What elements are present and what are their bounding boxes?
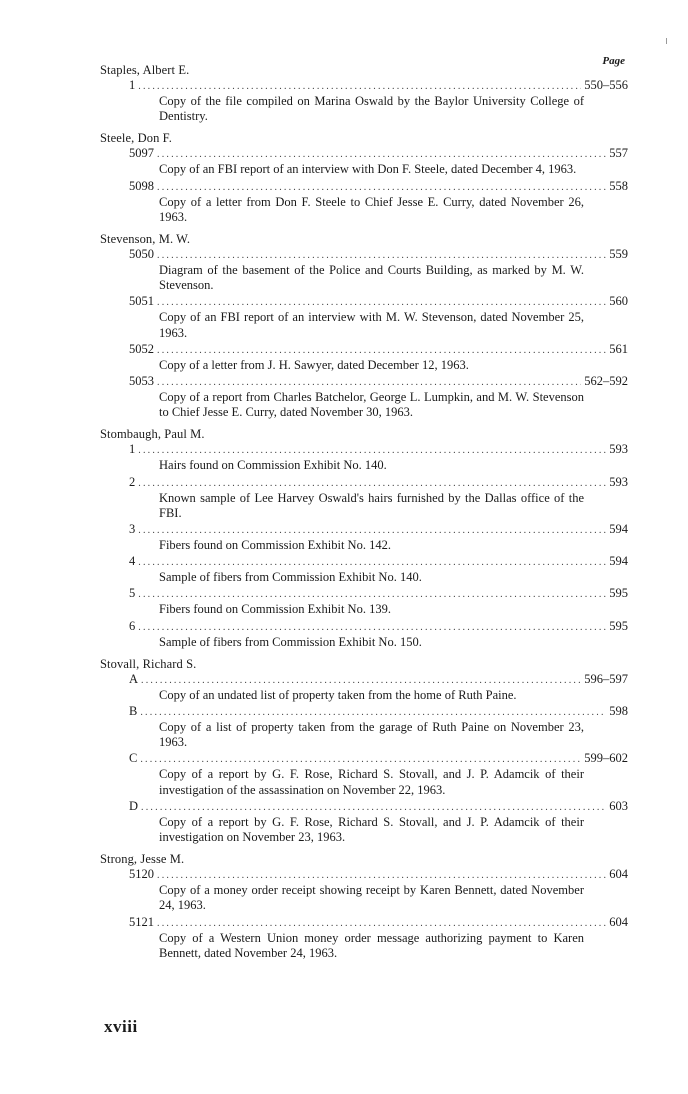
dot-leader (140, 752, 581, 767)
witness-name: Stovall, Richard S. (100, 656, 197, 671)
dot-leader (138, 555, 606, 570)
scan-edge-mark (666, 38, 667, 44)
exhibit-number: 5053 (129, 374, 154, 389)
exhibit-page-number: 562–592 (584, 374, 628, 389)
dot-leader (141, 800, 606, 815)
dot-leader (138, 443, 606, 458)
exhibit-description: Copy of a money order receipt showing receipt by Karen Bennett, dated November 24, 1963. (159, 883, 584, 913)
witness-entry (100, 63, 628, 124)
exhibit-page-number: 559 (609, 247, 628, 262)
exhibit-description: Copy of a list of property taken from the garage of Ruth Paine on November 23, 1963. (159, 720, 584, 750)
exhibit-number: 5097 (129, 146, 154, 161)
exhibit-page-number: 593 (609, 442, 628, 457)
witness-entry (100, 131, 628, 225)
exhibit-description: Sample of fibers from Commission Exhibit No. 150. (159, 634, 422, 649)
dot-leader (138, 587, 606, 602)
exhibit-row (129, 475, 628, 491)
exhibit-description: Hairs found on Commission Exhibit No. 140. (159, 458, 387, 473)
exhibit-row (129, 78, 628, 94)
exhibit-description: Copy of an FBI report of an interview with M. W. Stevenson, dated November 25, 1963. (159, 310, 584, 340)
exhibit-row (129, 751, 628, 767)
witness-entry (100, 232, 628, 420)
dot-leader (157, 375, 581, 390)
witness-name: Steele, Don F. (100, 131, 172, 146)
exhibit-number: A (129, 671, 139, 686)
exhibit-number: 3 (129, 522, 136, 537)
exhibit-row (129, 799, 628, 815)
dot-leader (157, 343, 606, 358)
exhibit-number: 5 (129, 586, 136, 601)
exhibit-row (129, 554, 628, 570)
exhibit-row (129, 619, 628, 635)
exhibit-number: 2 (129, 474, 136, 489)
dot-leader (138, 620, 606, 635)
exhibit-page-number: 561 (609, 341, 628, 356)
exhibit-page-number: 603 (609, 798, 628, 813)
exhibit-description: Copy of a letter from J. H. Sawyer, dated December 12, 1963. (159, 357, 469, 372)
dot-leader (157, 248, 606, 263)
exhibit-description: Sample of fibers from Commission Exhibit No. 140. (159, 570, 422, 585)
exhibit-page-number: 599–602 (584, 751, 628, 766)
exhibit-page-number: 595 (609, 586, 628, 601)
exhibit-number: 6 (129, 618, 136, 633)
exhibit-description: Copy of a report by G. F. Rose, Richard S. Stovall, and J. P. Adamcik of their investigation of the assassination on November 22, 1963. (159, 767, 584, 797)
exhibit-index (100, 63, 628, 968)
exhibit-description: Diagram of the basement of the Police and Courts Building, as marked by M. W. Stevenson. (159, 263, 584, 293)
exhibit-row (129, 294, 628, 310)
witness-entry (100, 657, 628, 845)
exhibit-row (129, 374, 628, 390)
witness-name: Stombaugh, Paul M. (100, 427, 205, 442)
dot-leader (157, 916, 606, 931)
exhibit-row (129, 586, 628, 602)
exhibit-row (129, 915, 628, 931)
exhibit-description: Copy of an undated list of property taken from the home of Ruth Paine. (159, 687, 517, 702)
dot-leader (157, 868, 606, 883)
exhibit-number: 5120 (129, 867, 154, 882)
exhibit-number: 5051 (129, 294, 154, 309)
exhibit-number: B (129, 704, 138, 719)
exhibit-row (129, 867, 628, 883)
exhibit-page-number: 558 (609, 178, 628, 193)
exhibit-page-number: 596–597 (584, 671, 628, 686)
exhibit-row (129, 522, 628, 538)
exhibit-row (129, 442, 628, 458)
exhibit-number: 1 (129, 442, 136, 457)
exhibit-description: Known sample of Lee Harvey Oswald's hairs furnished by the Dallas office of the FBI. (159, 490, 584, 520)
witness-entry (100, 852, 628, 961)
witness-name: Strong, Jesse M. (100, 852, 185, 867)
witness-name: Staples, Albert E. (100, 63, 190, 77)
page-folio: xviii (104, 1017, 138, 1036)
exhibit-row (129, 704, 628, 720)
dot-leader (138, 476, 606, 491)
witness-entry (100, 427, 628, 649)
dot-leader (138, 523, 606, 538)
exhibit-page-number: 550–556 (584, 78, 628, 92)
page-column-header: Page (602, 55, 625, 67)
exhibit-description: Copy of an FBI report of an interview with Don F. Steele, dated December 4, 1963. (159, 162, 577, 177)
exhibit-number: 5121 (129, 914, 154, 929)
dot-leader (140, 705, 606, 720)
exhibit-page-number: 593 (609, 474, 628, 489)
exhibit-row (129, 672, 628, 688)
dot-leader (157, 180, 606, 195)
exhibit-page-number: 604 (609, 867, 628, 882)
exhibit-number: 4 (129, 554, 136, 569)
exhibit-description: Copy of a letter from Don F. Steele to Chief Jesse E. Curry, dated November 26, 1963. (159, 194, 584, 224)
witness-name: Stevenson, M. W. (100, 232, 191, 247)
exhibit-number: C (129, 751, 138, 766)
exhibit-page-number: 594 (609, 554, 628, 569)
exhibit-description: Fibers found on Commission Exhibit No. 142. (159, 538, 391, 553)
dot-leader (157, 147, 606, 162)
exhibit-page-number: 560 (609, 294, 628, 309)
exhibit-number: 5052 (129, 341, 154, 356)
exhibit-description: Copy of a report from Charles Batchelor, George L. Lumpkin, and M. W. Stevenson to Chief Jesse E. Curry, dated November 30, 1963. (159, 390, 584, 420)
exhibit-row (129, 179, 628, 195)
exhibit-page-number: 604 (609, 914, 628, 929)
exhibit-page-number: 598 (609, 704, 628, 719)
exhibit-row (129, 342, 628, 358)
exhibit-description: Copy of the file compiled on Marina Oswald by the Baylor University College of Dentistry. (159, 94, 584, 124)
exhibit-number: 5050 (129, 247, 154, 262)
dot-leader (141, 673, 581, 688)
exhibit-description: Copy of a Western Union money order message authorizing payment to Karen Bennett, dated November 24, 1963. (159, 930, 584, 960)
dot-leader (157, 295, 606, 310)
exhibit-page-number: 557 (609, 146, 628, 161)
dot-leader (138, 79, 581, 94)
exhibit-row (129, 146, 628, 162)
exhibit-description: Copy of a report by G. F. Rose, Richard S. Stovall, and J. P. Adamcik of their investigation on November 23, 1963. (159, 814, 584, 845)
exhibit-description: Fibers found on Commission Exhibit No. 139. (159, 602, 391, 617)
exhibit-page-number: 595 (609, 618, 628, 633)
exhibit-row (129, 247, 628, 263)
exhibit-number: 5098 (129, 178, 154, 193)
exhibit-number: 1 (129, 78, 136, 92)
exhibit-number: D (129, 798, 139, 813)
exhibit-page-number: 594 (609, 522, 628, 537)
